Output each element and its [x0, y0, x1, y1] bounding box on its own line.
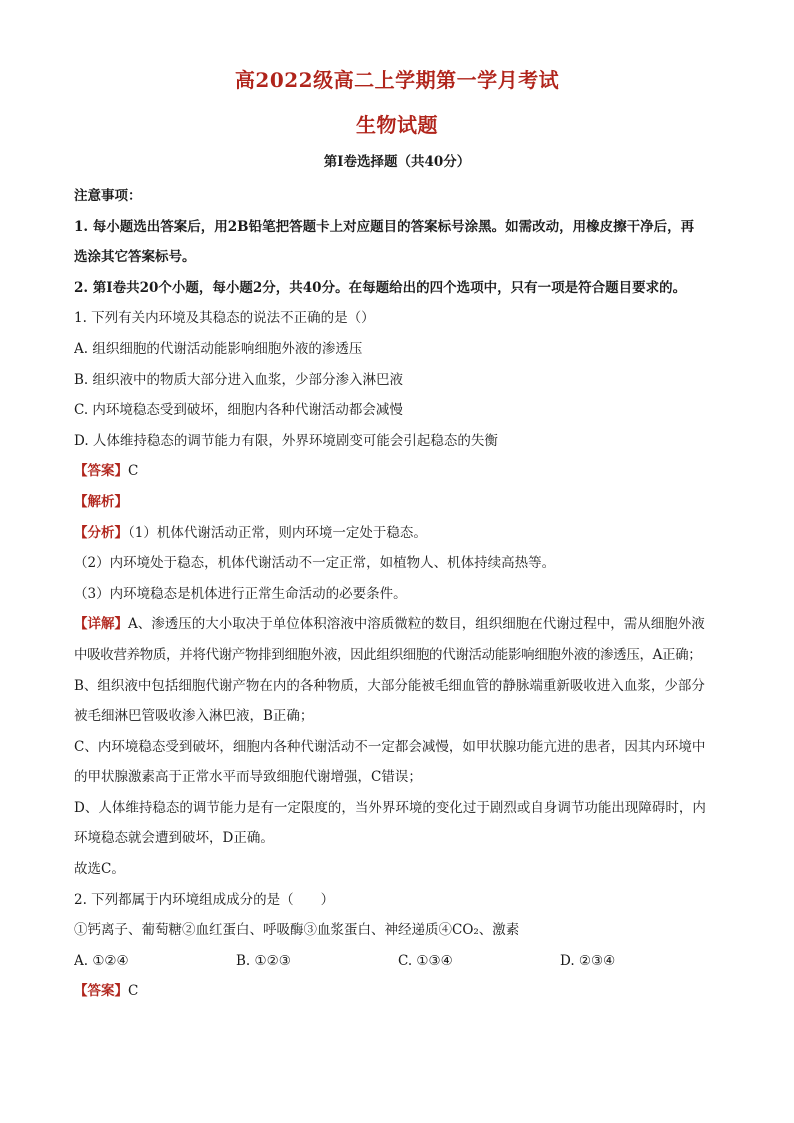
question-2-option-d: D. ②③④ [560, 952, 616, 969]
fenxi-text-1: （1）机体代谢活动正常，则内环境一定处于稳态。 [128, 524, 427, 541]
analysis-point-3: （3）内环境稳态是机体进行正常生命活动的必要条件。 [74, 585, 407, 602]
analysis-point-2: （2）内环境处于稳态，机体代谢活动不一定正常，如植物人、机体持续高热等。 [74, 555, 556, 572]
detail-tag: 【详解】 [74, 616, 128, 633]
question-2-option-c: C. ①③④ [398, 952, 453, 969]
subject-title: 生物试题 [356, 113, 438, 137]
answer-tag: 【答案】 [74, 983, 128, 1000]
question-1-option-b: B. 组织液中的物质大部分进入血浆，少部分渗入淋巴液 [74, 371, 404, 388]
question-2-answer [74, 976, 722, 1007]
notes-heading: 注意事项： [74, 188, 142, 204]
detail-a-text-1: A、渗透压的大小取决于单位体积溶液中溶质微粒的数目，组织细胞在代谢过程中，需从细胞外液 [128, 616, 705, 633]
question-1-answer [74, 456, 722, 487]
answer-value: C [128, 463, 139, 480]
question-1-option-a: A. 组织细胞的代谢活动能影响细胞外液的渗透压 [74, 340, 363, 357]
document-body [74, 181, 722, 1007]
exam-title: 高2022级高二上学期第一学月考试 [234, 68, 560, 92]
answer-value: C [128, 983, 139, 1000]
detail-b-line-1: B、组织液中包括细胞代谢产物在内的各种物质，大部分能被毛细血管的静脉端重新吸收进入血浆，少部分 [74, 677, 705, 694]
detail-d-line-2: 环境稳态就会遭到破坏，D正确。 [74, 830, 274, 847]
detail-c-line-2: 的甲状腺激素高于正常水平而导致细胞代谢增强，C错误； [74, 769, 422, 786]
notes-item-1-line-2: 选涂其它答案标号。 [74, 249, 196, 266]
question-1-analysis-tag [74, 487, 722, 518]
detail-a-line-2: 中吸收营养物质，并将代谢产物排到细胞外液，因此组织细胞的代谢活动能影响细胞外液的渗透压，A正确； [74, 646, 702, 663]
question-2-options [74, 946, 722, 977]
notes-item-1-line-1: 1. 每小题选出答案后，用2B铅笔把答题卡上对应题目的答案标号涂黑。如需改动，用橡皮擦干净后，再 [74, 218, 695, 235]
detail-b-line-2: 被毛细淋巴管吸收渗入淋巴液，B正确； [74, 708, 314, 725]
question-1-option-c: C. 内环境稳态受到破坏，细胞内各种代谢活动都会减慢 [74, 402, 403, 419]
question-2-option-a: A. ①②④ [74, 952, 129, 969]
analysis-point-1 [74, 518, 722, 549]
detail-c-line-1: C、内环境稳态受到破坏，细胞内各种代谢活动不一定都会减慢，如甲状腺功能亢进的患者，因其内环境中 [74, 738, 706, 755]
answer-tag: 【答案】 [74, 463, 128, 480]
question-2-option-b: B. ①②③ [236, 952, 291, 969]
question-1-option-d: D. 人体维持稳态的调节能力有限，外界环境剧变可能会引起稳态的失衡 [74, 432, 498, 449]
analysis-tag: 【解析】 [74, 493, 128, 510]
detail-d-line-1: D、人体维持稳态的调节能力是有一定限度的，当外界环境的变化过于剧烈或自身调节功能出现障碍时，内 [74, 799, 706, 816]
detail-a-line-1 [74, 609, 722, 640]
section-heading: 第Ⅰ卷选择题（共40分） [323, 154, 471, 170]
question-1-stem: 1. 下列有关内环境及其稳态的说法不正确的是（） [74, 310, 375, 327]
fenxi-tag: 【分析】 [74, 524, 128, 541]
notes-item-2: 2. 第Ⅰ卷共20个小题，每小题2分，共40分。在每题给出的四个选项中，只有一项是符合题目要求的。 [74, 279, 687, 296]
question-2-stem: 2. 下列都属于内环境组成成分的是（ ） [74, 891, 335, 908]
question-2-items: ①钙离子、葡萄糖②血红蛋白、呼吸酶③血浆蛋白、神经递质④CO₂、激素 [74, 922, 520, 939]
conclusion: 故选C。 [74, 861, 125, 878]
